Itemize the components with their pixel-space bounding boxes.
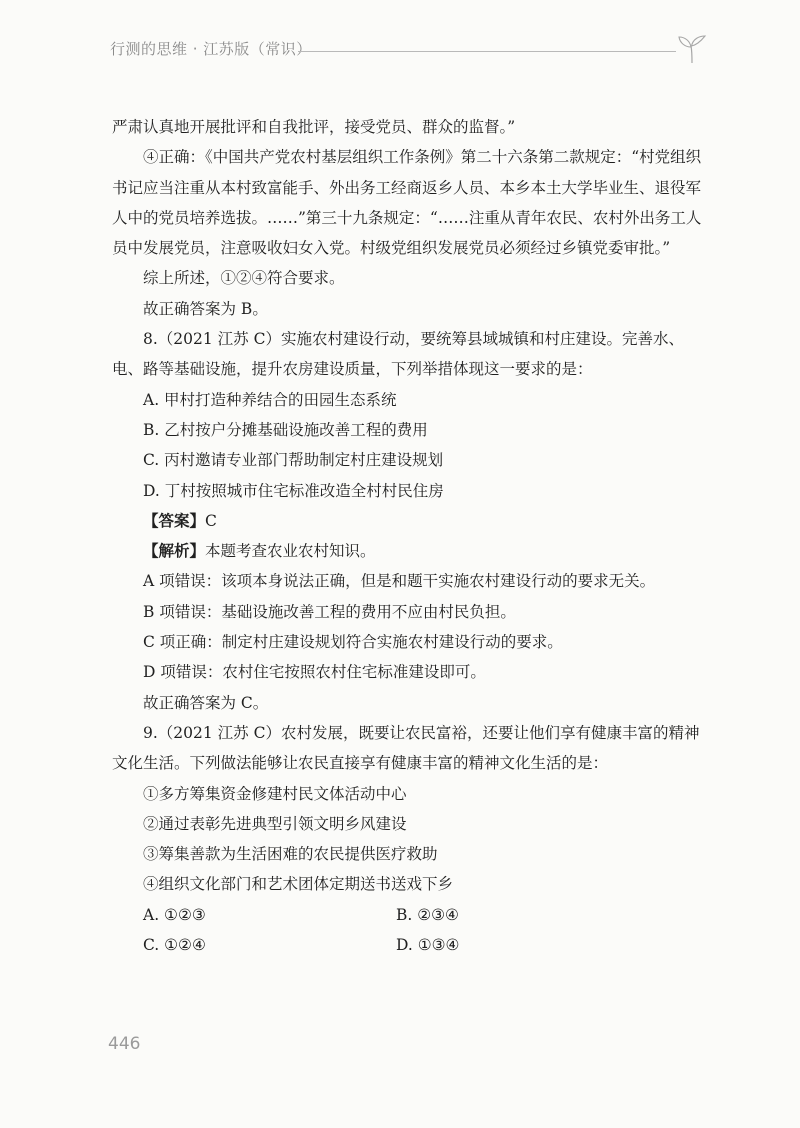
question-8-analysis [112, 536, 708, 566]
analysis-tag: 【解析】 [143, 541, 206, 561]
question-8-explanation-d: D 项错误：农村住宅按照农村住宅标准建设即可。 [143, 663, 486, 682]
question-9-option-d: D. ①③④ [396, 936, 460, 955]
question-8-stem: 8.（2021 江苏 C）实施农村建设行动，要统筹县域城镇和村庄建设。完善水、电、路等基础设施，提升农房建设质量，下列举措体现这一要求的是： [112, 330, 684, 379]
paragraph-summary: 综上所述，①②④符合要求。 [143, 269, 345, 288]
question-9-stem: 9.（2021 江苏 C）农村发展，既要让农民富裕，还要让他们享有健康丰富的精神文化生活。下列做法能够让农民直接享有健康丰富的精神文化生活的是： [112, 723, 700, 773]
paragraph-continuation: 严肃认真地开展批评和自我批评，接受党员、群众的监督。” [112, 118, 516, 136]
question-9-item-2: ②通过表彰先进典型引领文明乡风建设 [143, 814, 407, 833]
question-9-options-row-2 [112, 930, 708, 960]
question-9-item-3: ③筹集善款为生活困难的农民提供医疗救助 [143, 845, 438, 864]
question-9-option-a: A. ①②③ [143, 905, 206, 924]
question-9-item-4: ④组织文化部门和艺术团体定期送书送戏下乡 [143, 875, 454, 894]
answer-tag: 【答案】 [143, 510, 206, 530]
answer-value: C [205, 511, 217, 530]
question-9-item-1: ①多方筹集资金修建村民文体活动中心 [143, 784, 407, 803]
question-8-conclusion: 故正确答案为 C。 [143, 693, 269, 712]
header-rule [298, 51, 676, 52]
question-9-option-b: B. ②③④ [396, 905, 459, 924]
question-8-explanation-a: A 项错误：该项本身说法正确，但是和题干实施农村建设行动的要求无关。 [143, 572, 656, 591]
question-9-options-row-1 [112, 900, 708, 930]
question-8-explanation-b: B 项错误：基础设施改善工程的费用不应由村民负担。 [143, 602, 516, 621]
paragraph-answer-q7: 故正确答案为 B。 [143, 299, 268, 318]
question-8-option-a: A. 甲村打造种养结合的田园生态系统 [143, 390, 397, 409]
analysis-text: 本题考查农业农村知识。 [205, 542, 376, 561]
question-8-option-c: C. 丙村邀请专业部门帮助制定村庄建设规划 [143, 451, 444, 470]
paragraph-explanation-4: ④正确：《中国共产党农村基层组织工作条例》第二十六条第二款规定：“村党组织书记应当注重从本村致富能手、外出务工经商返乡人员、本乡本土大学毕业生、退役军人中的党员培养选拔。……”第三十九条规定：“……注重从青年农民、农村外出务工人员中发展党员，注意吸收妇女入党。村级党组织发展党员必须经过乡镇党委审批。” [112, 148, 702, 258]
running-header [110, 34, 710, 64]
question-9-option-c: C. ①②④ [143, 936, 206, 955]
question-8-option-b: B. 乙村按户分摊基础设施改善工程的费用 [143, 420, 428, 439]
question-8-answer [112, 506, 708, 536]
page-number: 446 [108, 1034, 141, 1054]
question-8-explanation-c: C 项正确：制定村庄建设规划符合实施农村建设行动的要求。 [143, 633, 563, 652]
sprout-icon [674, 34, 710, 64]
header-title: 行测的思维 · 江苏版（常识） [110, 40, 312, 58]
question-8-option-d: D. 丁村按照城市住宅标准改造全村村民住房 [143, 481, 444, 500]
page-body [112, 112, 708, 960]
